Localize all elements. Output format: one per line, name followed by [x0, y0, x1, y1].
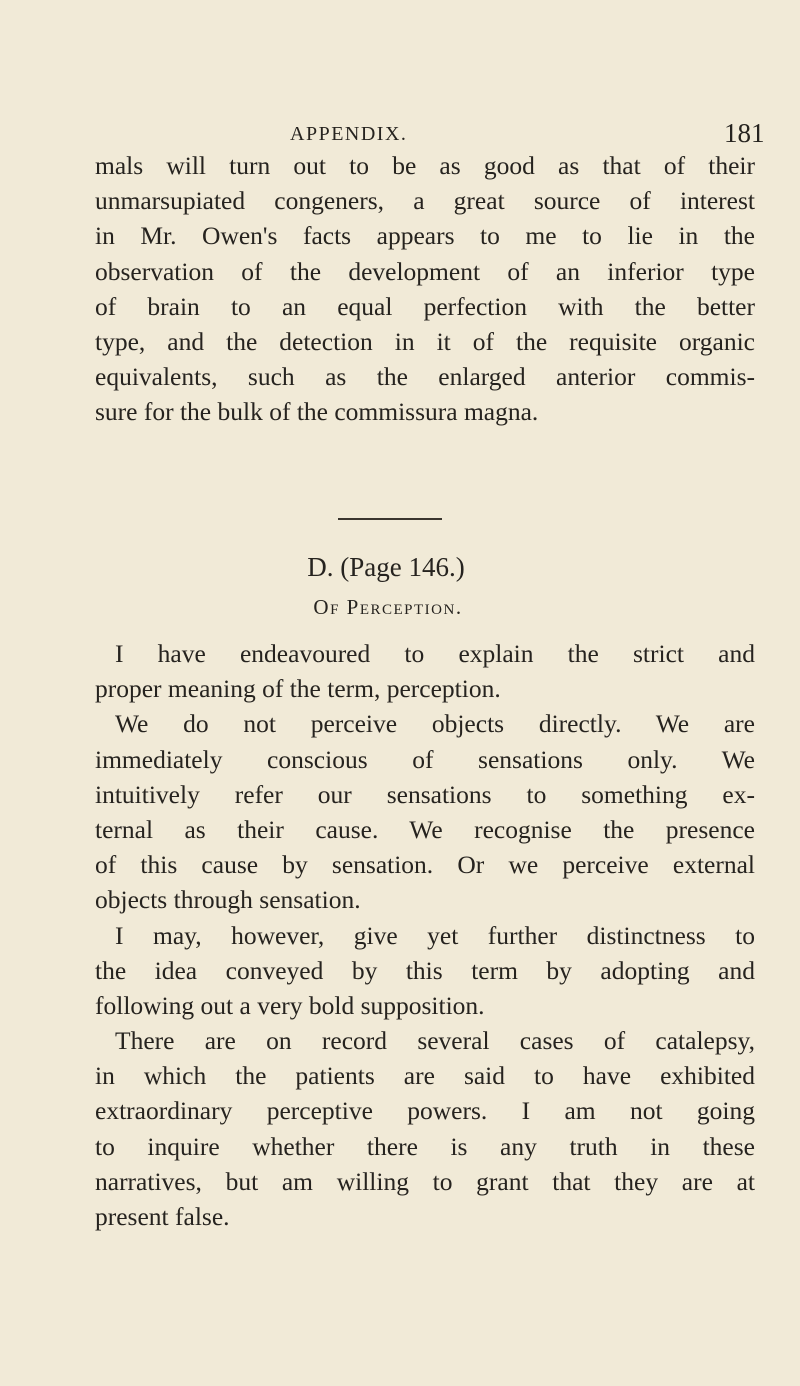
text-line: I may, however, give yet further distinctness to	[115, 920, 755, 950]
text-line: in Mr. Owen's facts appears to me to lie in the	[95, 221, 755, 251]
text-line: in which the patients are said to have exhibited	[95, 1061, 755, 1091]
text-line: mals will turn out to be as good as that of their	[95, 151, 755, 180]
text-line: I have endeavoured to explain the strict and	[115, 639, 755, 668]
section-title: Of Perception.	[313, 595, 463, 619]
text-line: extraordinary perceptive powers. I am not going	[95, 1096, 755, 1126]
text-line: the idea conveyed by this term by adopting and	[95, 955, 755, 985]
text-line: equivalents, such as the enlarged anterior commis-	[95, 362, 755, 392]
text-line: unmarsupiated congeners, a great source of interest	[95, 186, 755, 216]
text-line: to inquire whether there is any truth in these	[95, 1131, 755, 1161]
text-line: type, and the detection in it of the requisite organic	[95, 326, 755, 356]
text-line: There are on record several cases of catalepsy,	[115, 1026, 755, 1056]
text-line: We do not perceive objects directly. We are	[115, 709, 755, 739]
text-line: of brain to an equal perfection with the better	[95, 291, 755, 321]
text-line: observation of the development of an inferior type	[95, 256, 755, 286]
page-number: 181	[724, 118, 765, 148]
text-line: intuitively refer our sensations to something ex-	[95, 779, 755, 809]
section-label: D. (Page 146.)	[307, 552, 465, 582]
section-divider	[338, 518, 442, 520]
text-line: proper meaning of the term, perception.	[95, 674, 501, 704]
top-paragraph	[95, 148, 755, 430]
body-text	[95, 636, 755, 1234]
text-line: narratives, but am willing to grant that they are at	[95, 1166, 755, 1196]
text-line: present false.	[95, 1202, 230, 1231]
running-head: APPENDIX.	[290, 123, 408, 145]
text-line: following out a very bold supposition.	[95, 990, 485, 1020]
text-line: immediately conscious of sensations only. We	[95, 744, 755, 774]
text-line: sure for the bulk of the commissura magna.	[95, 397, 539, 427]
text-line: ternal as their cause. We recognise the presence	[95, 814, 755, 844]
text-line: objects through sensation.	[95, 885, 361, 915]
text-line: of this cause by sensation. Or we perceive external	[95, 850, 755, 880]
